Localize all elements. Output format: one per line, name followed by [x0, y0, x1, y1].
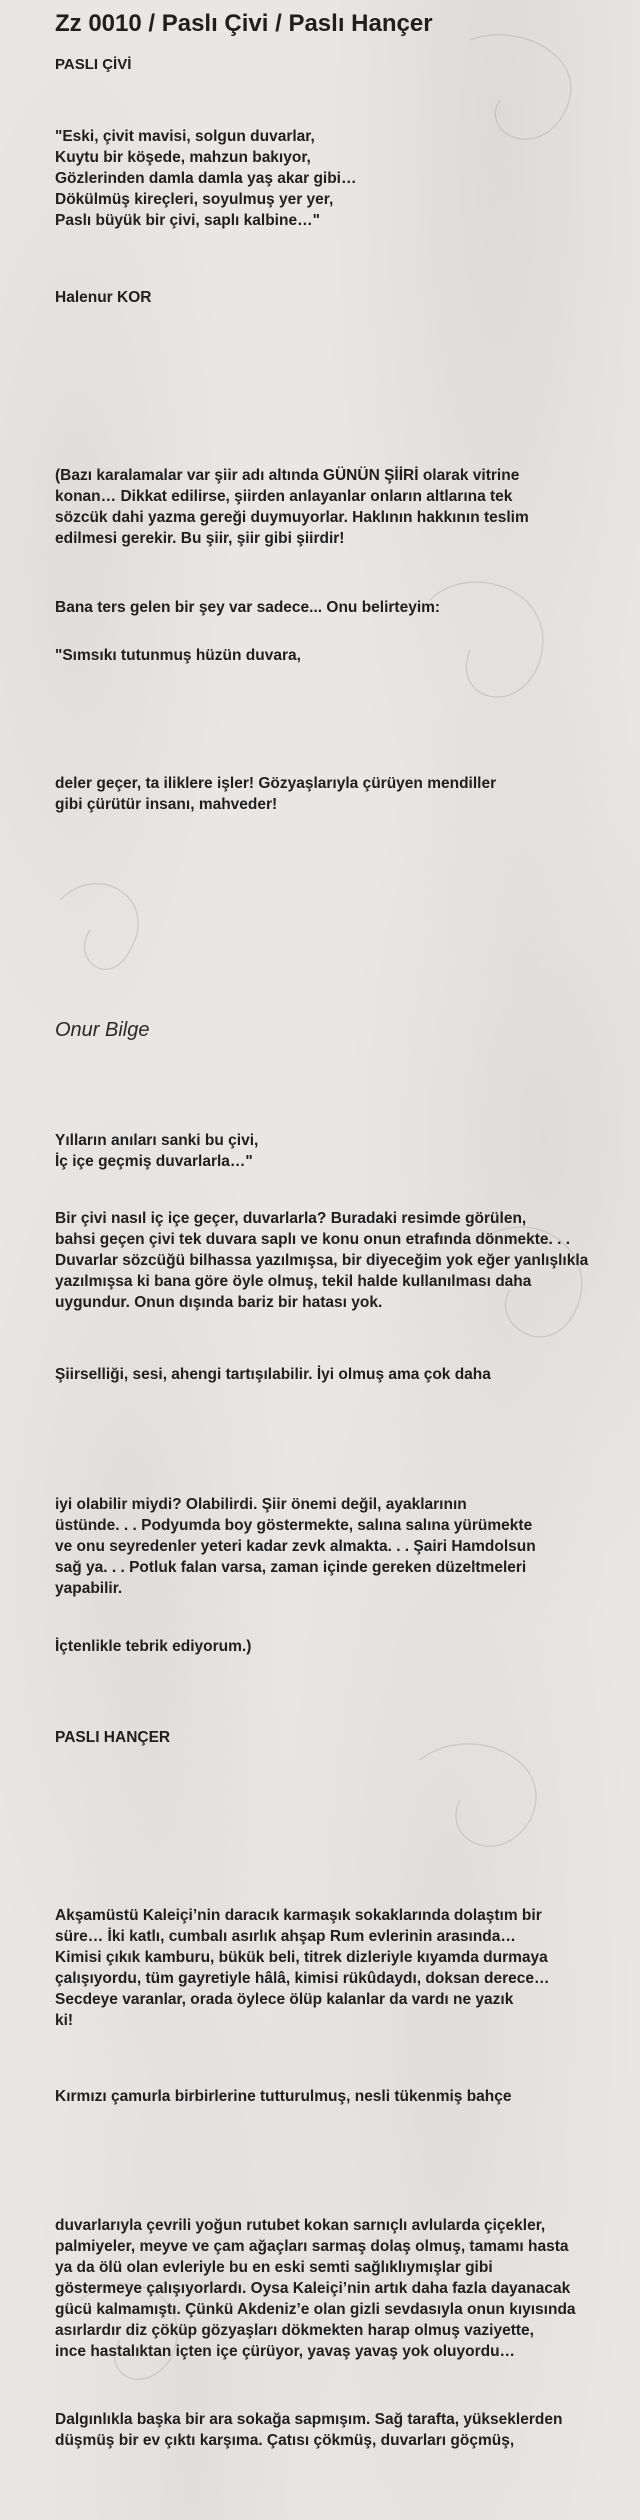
paragraph-line: Dalgınlıkla başka bir ara sokağa sapmışım. Sağ tarafta, yükseklerden: [55, 2411, 563, 2428]
poem-line: Gözlerinden damla damla yaş akar gibi…: [55, 170, 357, 187]
paragraph-line: bahsi geçen çivi tek duvara saplı ve konu onun etrafında dönmekte. . .: [55, 1231, 571, 1248]
paragraph-line: asırlardır diz çöküp gözyaşları dökmekten harap olmuş vaziyette,: [55, 2322, 534, 2339]
paragraph-line: üstünde. . . Podyumda boy göstermekte, salına salına yürümekte: [55, 1517, 533, 1534]
paragraph-line: konan… Dikkat edilirse, şiirden anlayanlar onların altlarına tek: [55, 488, 513, 505]
poem-block: [55, 126, 615, 231]
paragraph-line: gibi çürütür insanı, mahveder!: [55, 796, 278, 813]
paragraph-line: ince hastalıktan içten içe çürüyor, yavaş yavaş yok oluyordu…: [55, 2343, 516, 2360]
paragraph-line: (Bazı karalamalar var şiir adı altında GÜNÜN ŞİİRİ olarak vitrine: [55, 467, 520, 484]
dalgin-paragraph: [55, 2409, 615, 2451]
poem-line: Dökülmüş kireçleri, soyulmuş yer yer,: [55, 191, 334, 208]
paragraph-line: Yılların anıları sanki bu çivi,: [55, 1132, 259, 1149]
paragraph-line: süre… İki katlı, cumbalı asırlık ahşap Rum evlerinin arasında…: [55, 1928, 516, 1945]
years-lines: [55, 1130, 615, 1172]
paragraph-line: sağ ya. . . Potluk falan varsa, zaman içinde gereken düzeltmeleri: [55, 1559, 527, 1576]
deler-paragraph: [55, 773, 615, 815]
section-title-pasli-hancer: PASLI HANÇER: [55, 1729, 171, 1746]
poem-line: Paslı büyük bir çivi, saplı kalbine…": [55, 212, 320, 229]
paragraph-line: yazılmışsa ki bana göre öyle olmuş, tekil halde kullanılması daha: [55, 1273, 532, 1290]
aksam-paragraph: [55, 1905, 615, 2031]
intro-paragraph: [55, 465, 615, 549]
page-title: Zz 0010 / Paslı Çivi / Paslı Hançer: [55, 10, 433, 37]
siirsellik-line: Şiirselliği, sesi, ahengi tartışılabilir. İyi olmuş ama çok daha: [55, 1366, 491, 1383]
tebrik-line: İçtenlikle tebrik ediyorum.): [55, 1638, 252, 1655]
paragraph-line: Akşamüstü Kaleiçi’nin daracık karmaşık sokaklarında dolaştım bir: [55, 1907, 542, 1924]
kirmizi-line: Kırmızı çamurla birbirlerine tutturulmuş, nesli tükenmiş bahçe: [55, 2088, 512, 2105]
critique-paragraph: [55, 1208, 615, 1313]
paragraph-line: edilmesi gerekir. Bu şiir, şiir gibi şiirdir!: [55, 530, 345, 547]
paragraph-line: Secdeye varanlar, orada öylece ölüp kalanlar da vardı ne yazık: [55, 1991, 514, 2008]
paragraph-line: düşmüş bir ev çıktı karşıma. Çatısı çökmüş, duvarları göçmüş,: [55, 2432, 515, 2449]
poem-line: Kuytu bir köşede, mahzun bakıyor,: [55, 149, 311, 166]
ters-line: Bana ters gelen bir şey var sadece... Onu belirteyim:: [55, 599, 441, 616]
poem-line: "Eski, çivit mavisi, solgun duvarlar,: [55, 128, 315, 145]
paragraph-line: ve onu seyredenler yeteri kadar zevk almakta. . . Şairi Hamdolsun: [55, 1538, 536, 1555]
paragraph-line: İç içe geçmiş duvarlarla…": [55, 1153, 253, 1170]
paragraph-line: iyi olabilir miydi? Olabilirdi. Şiir önemi değil, ayaklarının: [55, 1496, 467, 1513]
paragraph-line: Bir çivi nasıl iç içe geçer, duvarlarla? Buradaki resimde görülen,: [55, 1210, 527, 1227]
duvar-paragraph: [55, 2215, 615, 2362]
paragraph-line: palmiyeler, meyve ve çam ağaçları sarmaş dolaş olmuş, tamamı hasta: [55, 2238, 569, 2255]
commenter-name: Onur Bilge: [55, 1019, 150, 1041]
poem-author: Halenur KOR: [55, 289, 152, 306]
paragraph-line: çalışıyordu, tüm gayretiyle hâlâ, kimisi rükûdaydı, doksan derece…: [55, 1970, 550, 1987]
paragraph-line: sözcük dahi yazma gereği duymuyorlar. Haklının hakkının teslim: [55, 509, 529, 526]
paragraph-line: ya da ölü olan evleriyle bu en eski semti sağlıklıymışlar gibi: [55, 2259, 493, 2276]
paragraph-line: uygundur. Onun dışında bariz bir hatası yok.: [55, 1294, 383, 1311]
paragraph-line: deler geçer, ta iliklere işler! Gözyaşlarıyla çürüyen mendiller: [55, 775, 497, 792]
iyi-paragraph: [55, 1494, 615, 1599]
paragraph-line: ki!: [55, 2012, 74, 2029]
paragraph-line: gücü kalmamıştı. Çünkü Akdeniz’e olan gizli sevdasıyla onun kıyısında: [55, 2301, 576, 2318]
section-title-pasli-civi: PASLI ÇİVİ: [55, 56, 132, 73]
paragraph-line: Kimisi çıkık kamburu, bükük beli, titrek dizleriyle kıyamda durmaya: [55, 1949, 548, 1966]
paragraph-line: Duvarlar sözcüğü bilhassa yazılmışsa, bir diyeceğim yok eğer yanlışlıkla: [55, 1252, 589, 1269]
quote-line: "Sımsıkı tutunmuş hüzün duvara,: [55, 647, 301, 664]
paragraph-line: yapabilir.: [55, 1580, 123, 1597]
paragraph-line: duvarlarıyla çevrili yoğun rutubet kokan sarnıçlı avlularda çiçekler,: [55, 2217, 546, 2234]
paragraph-line: göstermeye çalışıyorlardı. Oysa Kaleiçi’nin artık daha fazla dayanacak: [55, 2280, 571, 2297]
